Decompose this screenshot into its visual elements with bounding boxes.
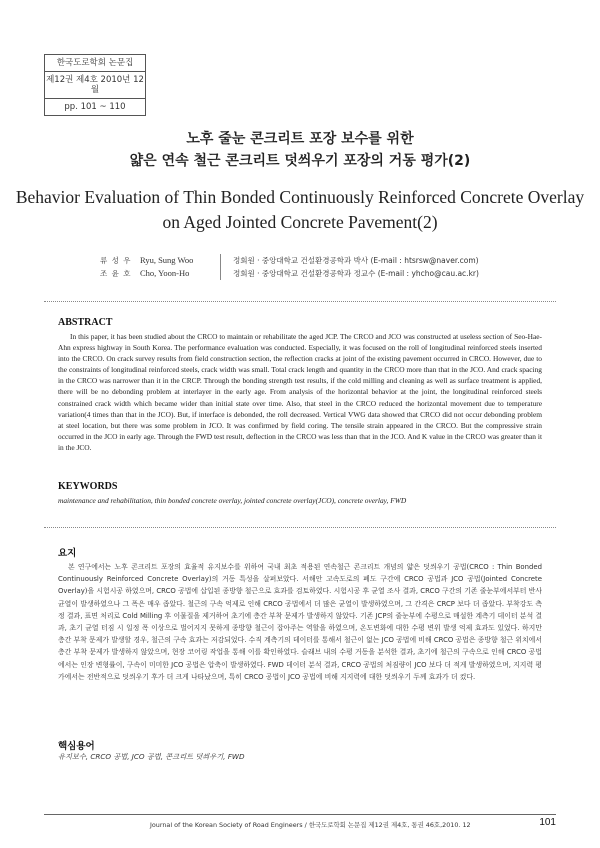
author-row (100, 267, 560, 280)
title-english-line2: on Aged Jointed Concrete Pavement(2) (162, 212, 438, 232)
author-affiliation: 정회원 · 중앙대학교 건설환경공학과 박사 (E-mail : htsrsw@naver.com) (233, 256, 479, 265)
title-korean-line1: 노후 줄눈 콘크리트 포장 보수를 위한 (186, 131, 414, 147)
footer-rule (44, 814, 556, 815)
author-name-korean: 류 성 우 (100, 256, 132, 265)
footer-citation: Journal of the Korean Society of Road Engineers / 한국도로학회 논문집 제12권 제4호, 통권 46호,2010. 12 (150, 821, 471, 829)
author-affiliation: 정회원 · 중앙대학교 건설환경공학과 정교수 (E-mail : yhcho@cau.ac.kr) (233, 269, 479, 278)
journal-name: 한국도로학회 논문집 (45, 55, 145, 72)
title-english-line1: Behavior Evaluation of Thin Bonded Continuously Reinforced Concrete Overlay (15, 187, 585, 207)
author-name-english: Cho, Yoon-Ho (140, 268, 190, 278)
section-divider (44, 527, 556, 528)
page-number: 101 (539, 817, 556, 828)
summary-korean-heading: 요지 (58, 548, 77, 559)
summary-korean-text: 본 연구에서는 노후 콘크리트 포장의 효율적 유지보수를 위하여 국내 최초 적용된 연속철근 콘크리트 개념의 얇은 덧씌우기 공법(CRCO : Thin Bonded Continuously Reinforced Concrete Overlay)의 거동 특성을 살펴보았다. 서해안 고속도로의 폐도 구간에 CRCO 공법과 JCO 공법(Jointed Concrete Overlay)을 시험시공 하였으며, CRCO 공법에 삽입된 종방향 철근으로 효과를 검토하였다. 시험시공 후 균열 조사 결과, CRCO 구간의 기존 줄눈부에서부터 반사 균열이 발생하였으나 그 폭은 매우 좁았다. 철근의 구속 억제로 인해 CRCO 공법에서 더 많은 균열이 발생하였으며, 그 간격은 CRCP 보다 더 좁았다. 부착강도 측정 결과, 표면 처리로 Cold Milling 후 이물질을 제거하여 초기에 층간 부착 문제가 발생하지 않았다. 기존 JCP의 줄눈부에 수평으로 매설한 계측기 데이터 분석 결과, 초기 균열 터짐 시 일정 폭 이상으로 벌어지지 못하게 종방향 철근이 잡아주는 역할을 하였으며, 온도변화에 대한 수평 변위 발생 억제 효과도 있었다. 하지만 층간 부착 문제가 발생할 경우, 철근의 구속 효과는 저감되었다. 수직 계측기의 데이터를 통해서 철근이 없는 JCO 공법에 비해 CRCO 공법은 종방향 철근 위치에서 층간 부착 문제가 발생하지 않았으며, 현장 코어링 작업을 통해 이를 확인하였다. 슬래브 내의 수평 거동을 분석한 결과, 초기에 철근의 구속으로 인해 CRCO 공법에서는 인장 변형률이, 구속이 미미한 JCO 공법은 압축이 발생하였다. FWD 데이터 분석 결과, CRCO 공법의 처짐량이 JCO 보다 더 적게 발생하였으며, 지지력 평가에서는 전반적으로 덧씌우기 후가 더 크게 나타났으며, 특히 CRCO 공법이 JCO 공법에 비해 지지력에 대한 덧씌우기 두께 효과가 더 컸다. (58, 563, 542, 681)
journal-volume: 제12권 제4호 2010년 12월 (45, 72, 145, 99)
author-divider (220, 267, 221, 280)
author-name-english: Ryu, Sung Woo (140, 255, 194, 265)
abstract-text: In this paper, it has been studied about the CRCO to maintain or rehabilitate the aged JCP. The CRCO and JCO was constructed at useless section of Seo-Hae-Ahn express highway in South Korea. The performance evaluation was conducted. Especially, it was focused on the roll of longitudinal reinforced steels inserted into the CRCO. On crack survey results from field construction section, the reflection cracks at joint of the existing pavement occurred in CRCO. However, due to the constraints of longitudinal reinforced steels, crack width was small. Total crack length and quantity in the CRCO more than that in the JCO. And crack spacing in the CRCO was narrower than it in the CRCP. Through the bonding strength test results, if the cold milling and cleaning as well as surface treatment is applied, there will be no debonding problem at interlayer in the early age. From analysis of the horizontal behavior at the joint, the longitudinal reinforced steels constrained crack width which became wider than initial state over time. Also, that steel in the CRCO reduced the horizontal movement due to temperature variation(4 times than that in the JCO). But, if interface is debonded, the roll decreased. Vertical VWG data showed that CRCO did not occur debonding problem at steel location, but there was some problem in JCO. It was confirmed by field coring. The tensile strain appeared in the CRCO. But the compressive strain occurred in the JCO in early age. Through the FWD test result, deflection in the CRCO was less than that in the JCO. And K value in the CRCO was greater than it in the JCO. (58, 332, 542, 452)
keywords-korean-heading: 핵심용어 (58, 741, 95, 752)
keywords-korean-text: 유지보수, CRCO 공법, JCO 공법, 콘크리트 덧씌우기, FWD (58, 752, 245, 761)
section-divider (44, 301, 556, 302)
journal-info-box (44, 54, 146, 116)
title-korean-line2: 얇은 연속 철근 콘크리트 덧씌우기 포장의 거동 평가(2) (129, 153, 471, 169)
journal-pages: pp. 101 ~ 110 (64, 102, 126, 112)
abstract-heading: ABSTRACT (58, 317, 113, 328)
author-divider (220, 254, 221, 267)
author-row (100, 254, 560, 267)
keywords-text: maintenance and rehabilitation, thin bonded concrete overlay, jointed concrete overlay(JCO), concrete overlay, FWD (58, 496, 407, 505)
keywords-heading: KEYWORDS (58, 481, 118, 492)
author-name-korean: 조 윤 호 (100, 269, 132, 278)
author-list (100, 254, 560, 280)
